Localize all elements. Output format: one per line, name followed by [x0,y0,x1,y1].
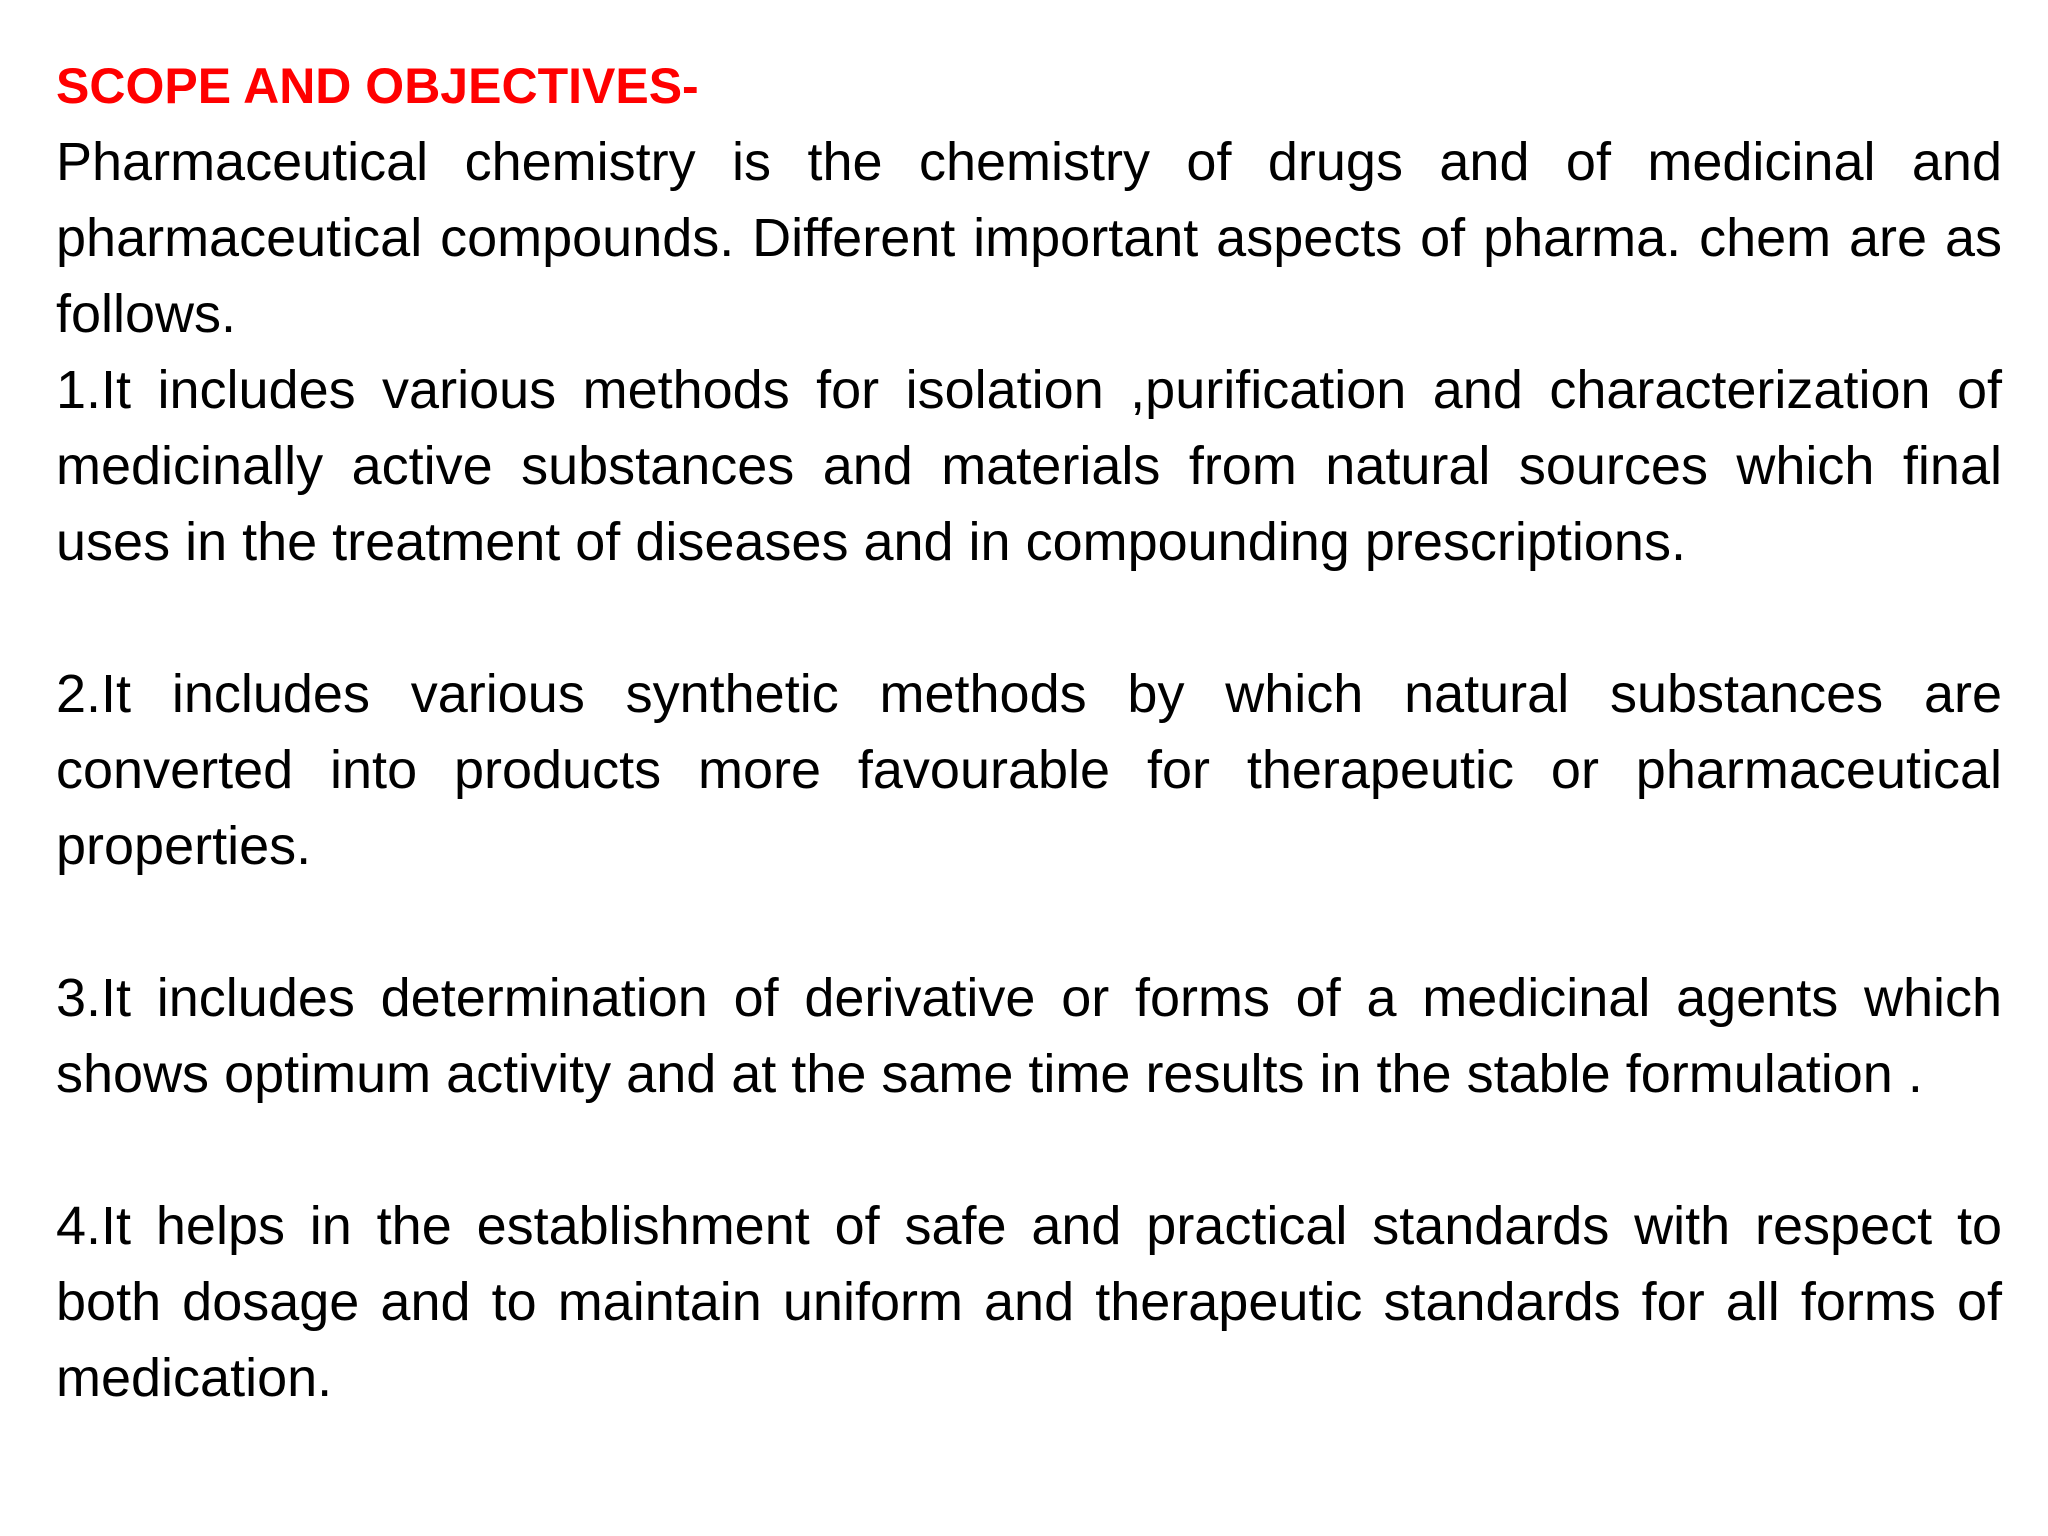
slide-content [56,48,2002,1416]
intro-paragraph: Pharmaceutical chemistry is the chemistry of drugs and of medicinal and pharmaceutical compounds. Different important aspects of pharma. chem are as follows. [56,132,2002,344]
spacer [56,580,2002,656]
point-4: 4.It helps in the establishment of safe and practical standards with respect to both dosage and to maintain uniform and therapeutic standards for all forms of medication. [56,1196,2002,1408]
slide-heading: SCOPE AND OBJECTIVES- [56,58,699,114]
point-1: 1.It includes various methods for isolation ,purification and characterization of medicinally active substances and materials from natural sources which final uses in the treatment of diseases and in compounding prescriptions. [56,360,2002,572]
spacer [56,884,2002,960]
spacer [56,1112,2002,1188]
point-2: 2.It includes various synthetic methods by which natural substances are converted into products more favourable for therapeutic or pharmaceutical properties. [56,664,2002,876]
point-3: 3.It includes determination of derivative or forms of a medicinal agents which shows optimum activity and at the same time results in the stable formulation . [56,968,2002,1104]
